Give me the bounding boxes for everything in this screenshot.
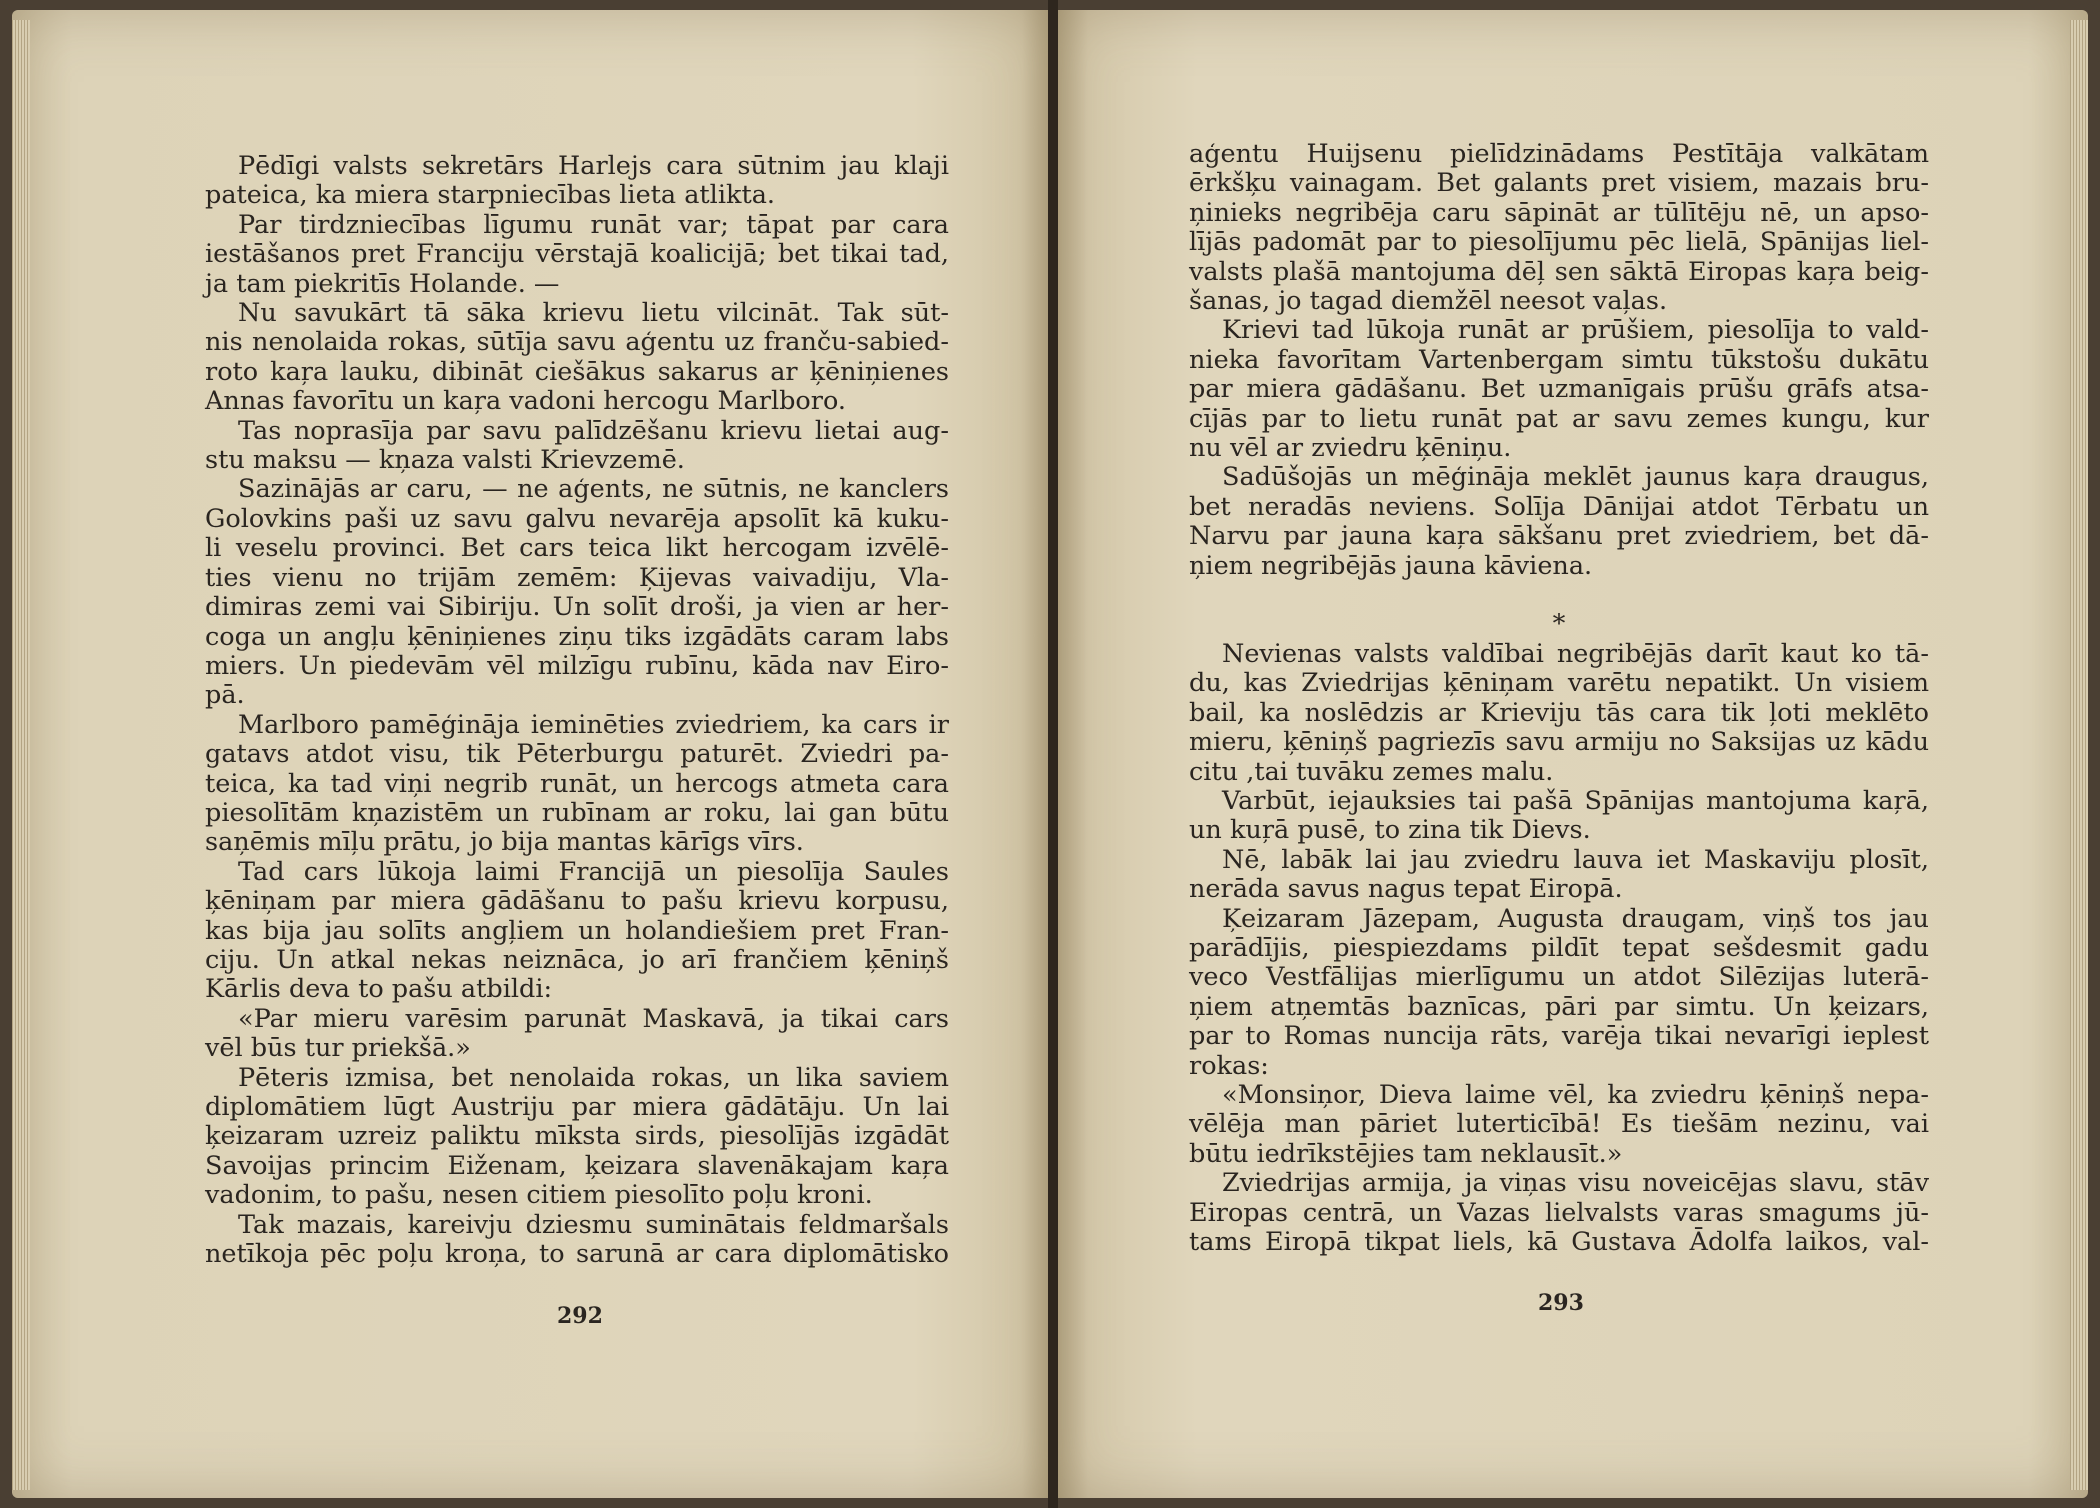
text-line: gatavs atdot visu, tik Pēterburgu paturēt. Zviedri pa- — [205, 739, 949, 770]
text-line: nerāda savus nagus tepat Eiropā. — [1189, 874, 1623, 905]
right-page-edges — [2070, 20, 2088, 1490]
text-line: «Monsiņor, Dieva laime vēl, ka zviedru ķēniņš nepa- — [1222, 1079, 1929, 1110]
text-line: nis nenolaida rokas, sūtīja savu aģentu uz franču-sabied- — [205, 327, 949, 358]
text-line: lījās padomāt par to piesolījumu pēc lielā, Spānijas liel- — [1189, 227, 1929, 258]
text-line: Sadūšojās un mēģināja meklēt jaunus kaŗa draugus, — [1222, 462, 1929, 493]
text-line: Pēdīgi valsts sekretārs Harlejs cara sūtnim jau klaji — [238, 151, 949, 181]
text-line: coga un angļu ķēniņienes ziņu tiks izgādāts caram labs — [205, 621, 949, 652]
text-line: par to Romas nuncija rāts, varēja tikai nevarīgi ieplest — [1189, 1021, 1929, 1052]
text-line: Nevienas valsts valdībai negribējās darīt kaut ko tā- — [1222, 638, 1929, 669]
text-line: teica, ka tad viņi negrib runāt, un hercogs atmeta cara — [205, 768, 949, 799]
right-page — [1058, 10, 2088, 1498]
text-line: netīkoja pēc poļu kroņa, to sarunā ar cara diplomātisko — [205, 1239, 949, 1270]
text-line: dimiras zemi vai Sibiriju. Un solīt droši, ja vien ar her- — [205, 592, 949, 623]
section-separator: * — [1552, 609, 1566, 640]
text-line: saņēmis mīļu prātu, jo bija mantas kārīgs vīrs. — [205, 827, 804, 858]
text-line: rokas: — [1189, 1050, 1269, 1081]
text-line: vēlēja man pāriet luterticībā! Es tiešām nezinu, vai — [1189, 1109, 1929, 1140]
text-line: Krievi tad lūkoja runāt ar prūšiem, piesolīja to vald- — [1222, 315, 1929, 346]
book-gutter — [1048, 0, 1058, 1508]
text-line: nieka favorītam Vartenbergam simtu tūkstošu dukātu — [1189, 344, 1929, 375]
text-line: un kuŗā pusē, to zina tik Dievs. — [1189, 815, 1591, 846]
text-line: iestāšanos pret Franciju vērstajā koalicijā; bet tikai tad, — [205, 239, 949, 270]
text-line: roto kaŗa lauku, dibināt ciešākus sakarus ar ķēniņienes — [205, 356, 949, 387]
text-line: ķeizaram uzreiz paliktu mīksta sirds, piesolījās izgādāt — [205, 1121, 949, 1152]
text-line: ņinieks negribēja caru sāpināt ar tūlītēju nē, un apso- — [1189, 197, 1929, 228]
text-line: parādījis, piespiezdams pildīt tepat sešdesmit gadu — [1189, 932, 1929, 963]
text-line: li veselu provinci. Bet cars teica likt hercogam izvēlē- — [205, 533, 949, 564]
text-line: Tad cars lūkoja laimi Francijā un piesolīja Saules — [238, 856, 949, 887]
text-line: vadonim, to pašu, nesen citiem piesolīto poļu kroni. — [205, 1180, 873, 1211]
text-line: Golovkins paši uz savu galvu nevarēja apsolīt kā kuku- — [205, 503, 949, 534]
text-line: Narvu par jauna kaŗa sākšanu pret zviedriem, bet dā- — [1189, 521, 1929, 552]
text-line: Savoijas princim Eiženam, ķeizara slavenākajam kaŗa — [205, 1150, 949, 1181]
text-line: Kārlis deva to pašu atbildi: — [205, 974, 553, 1005]
text-line: ja tam piekritīs Holande. — — [205, 268, 560, 299]
text-line: valsts plašā mantojuma dēļ sen sāktā Eiropas kaŗa beig- — [1189, 256, 1929, 287]
text-line: šanas, jo tagad diemžēl neesot vaļas. — [1189, 286, 1668, 317]
text-line: bet neradās neviens. Solīja Dānijai atdot Tērbatu un — [1189, 491, 1929, 522]
left-page-edges — [12, 20, 30, 1490]
text-line: ņiem atņemtās baznīcas, pāri par simtu. Un ķeizars, — [1189, 991, 1929, 1022]
left-page-number: 292 — [557, 1303, 603, 1329]
text-line: Zviedrijas armija, ja viņas visu noveicējas slavu, stāv — [1222, 1168, 1929, 1199]
right-page-text — [1189, 140, 1929, 1257]
text-line: Varbūt, iejauksies tai pašā Spānijas mantojuma kaŗā, — [1222, 785, 1929, 816]
text-line: diplomātiem lūgt Austriju par miera gādātāju. Un lai — [205, 1092, 949, 1122]
text-line: ērkšķu vainagam. Bet galants pret visiem, mazais bru- — [1189, 168, 1929, 199]
text-line: ties vienu no trijām zemēm: Ķijevas vaivadiju, Vla- — [205, 562, 949, 593]
text-line: Eiropas centrā, un Vazas lielvalsts varas smagums jū- — [1189, 1197, 1929, 1228]
text-line: «Par mieru varēsim parunāt Maskavā, ja tikai cars — [238, 1003, 949, 1034]
blank-line — [1189, 581, 1929, 610]
text-line: Pēteris izmisa, bet nenolaida rokas, un lika saviem — [238, 1062, 949, 1093]
text-line: Annas favorītu un kaŗa vadoni hercogu Marlboro. — [205, 386, 846, 417]
text-line: stu maksu — kņaza valsti Krievzemē. — [205, 445, 685, 476]
text-line: citu ,tai tuvāku zemes malu. — [1189, 756, 1554, 787]
text-line: piesolītām kņazistēm un rubīnam ar roku, lai gan būtu — [205, 797, 949, 828]
text-line: pā. — [205, 680, 245, 711]
text-line: Ķeizaram Jāzepam, Augusta draugam, viņš tos jau — [1222, 903, 1929, 934]
text-line: ciju. Un atkal nekas neiznāca, jo arī frančiem ķēniņš — [205, 944, 949, 975]
text-line: pateica, ka miera starpniecības lieta atlikta. — [205, 180, 776, 211]
text-line: Par tirdzniecības līgumu runāt var; tāpat par cara — [238, 209, 949, 240]
text-line: Tak mazais, kareivju dziesmu suminātais feldmaršals — [238, 1209, 949, 1240]
text-line: miers. Un piedevām vēl milzīgu rubīnu, kāda nav Eiro- — [205, 650, 949, 681]
text-line: Sazinājās ar caru, — ne aģents, ne sūtnis, ne kanclers — [238, 474, 949, 505]
text-line: kas bija jau solīts angļiem un holandiešiem pret Fran- — [205, 915, 949, 946]
text-line: mieru, ķēniņš pagriezīs savu armiju no Saksijas uz kādu — [1189, 727, 1929, 758]
text-line: vēl būs tur priekšā.» — [205, 1033, 471, 1064]
text-line: du, kas Zviedrijas ķēniņam varētu nepatikt. Un visiem — [1189, 668, 1929, 699]
text-line: aģentu Huijsenu pielīdzinādams Pestītāja valkātam — [1189, 139, 1929, 169]
text-line: nu vēl ar zviedru ķēniņu. — [1189, 433, 1512, 464]
text-line: ķēniņam par miera gādāšanu to pašu krievu korpusu, — [205, 886, 949, 917]
text-line: Tas noprasīja par savu palīdzēšanu krievu lietai aug- — [238, 415, 949, 446]
text-line: Marlboro pamēģināja ieminēties zviedriem, ka cars ir — [238, 709, 949, 740]
text-line: Nē, labāk lai jau zviedru lauva iet Maskaviju plosīt, — [1222, 844, 1929, 875]
text-line: Nu savukārt tā sāka krievu lietu vilcināt. Tak sūt- — [238, 298, 949, 329]
text-line: būtu iedrīkstējies tam neklausīt.» — [1189, 1138, 1623, 1169]
right-page-number: 293 — [1538, 1290, 1584, 1316]
left-page — [12, 10, 1048, 1498]
text-line: par miera gādāšanu. Bet uzmanīgais prūšu grāfs atsa- — [1189, 374, 1929, 405]
left-page-text — [205, 152, 949, 1269]
text-line: tams Eiropā tikpat liels, kā Gustava Ādolfa laikos, val- — [1189, 1227, 1929, 1258]
text-line: bail, ka noslēdzis ar Krieviju tās cara tik ļoti meklēto — [1189, 697, 1929, 728]
text-line: cījās par to lietu runāt pat ar savu zemes kungu, kur — [1189, 403, 1929, 434]
text-line: ņiem negribējās jauna kāviena. — [1189, 550, 1593, 581]
text-line: veco Vestfālijas mierlīgumu un atdot Silēzijas luterā- — [1189, 962, 1929, 993]
